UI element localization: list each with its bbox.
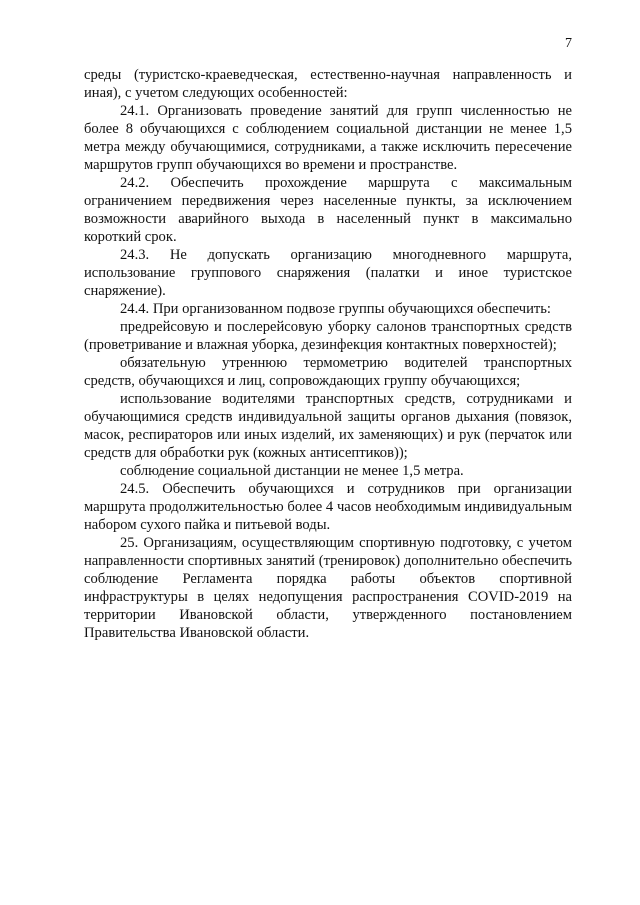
paragraph-24-3: 24.3. Не допускать организацию многодневного маршрута, использование группового снаряжения (палатки и иное туристское снаряжение). [84,247,572,299]
list-item-thermometry: обязательную утреннюю термометрию водителей транспортных средств, обучающихся и лиц, сопровождающих группу обучающихся; [84,355,572,389]
paragraph-24-2: 24.2. Обеспечить прохождение маршрута с максимальным ограничением передвижения через населенные пункты, за исключением возможности аварийного выхода в населенный пункт в максимально короткий срок. [84,175,572,245]
document-body [84,66,572,642]
list-item-distance: соблюдение социальной дистанции не менее 1,5 метра. [120,463,464,479]
paragraph-24-5: 24.5. Обеспечить обучающихся и сотрудников при организации маршрута продолжительностью более 4 часов необходимым индивидуальным набором сухого пайка и питьевой воды. [84,481,572,533]
list-item-protection: использование водителями транспортных средств, сотрудниками и обучающимися средств индивидуальной защиты органов дыхания (повязок, масок, респираторов или иных изделий, их заменяющих) и рук (перчаток или средств для обработки рук (кожных антисептиков)); [84,391,572,461]
paragraph-intro-continuation: среды (туристско-краеведческая, естественно-научная направленность и иная), с учетом следующих особенностей: [84,67,572,101]
page-number: 7 [565,36,572,51]
paragraph-25: 25. Организациям, осуществляющим спортивную подготовку, с учетом направленности спортивных занятий (тренировок) дополнительно обеспечить соблюдение Регламента порядка работы объектов спортивной инфраструктуры в целях недопущения распространения COVID-2019 на территории Ивановской области, утвержденного постановлением Правительства Ивановской области. [84,535,572,641]
paragraph-24-4: 24.4. При организованном подвозе группы обучающихся обеспечить: [120,301,551,317]
paragraph-24-1: 24.1. Организовать проведение занятий для групп численностью не более 8 обучающихся с соблюдением социальной дистанции не менее 1,5 метра между обучающимися, сотрудниками, а также исключить пересечение маршрутов групп обучающихся во времени и пространстве. [84,103,572,173]
list-item-cleaning: предрейсовую и послерейсовую уборку салонов транспортных средств (проветривание и влажная уборка, дезинфекция контактных поверхностей); [84,319,572,353]
